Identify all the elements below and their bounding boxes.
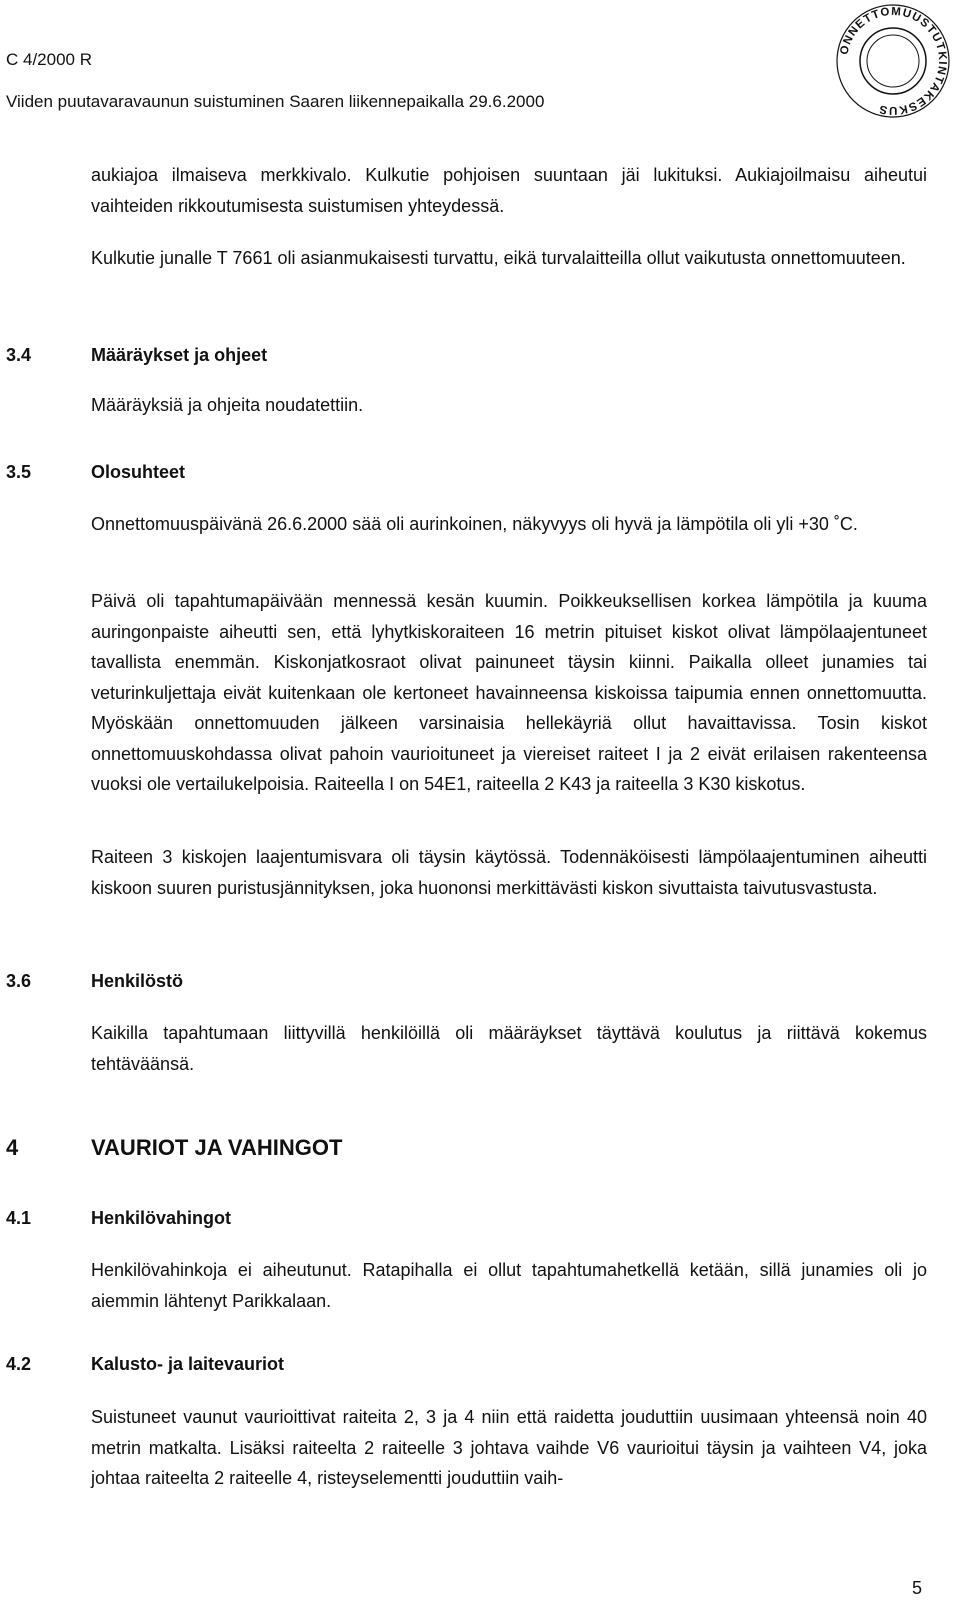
paragraph-signal-indicator: aukiajoa ilmaiseva merkkivalo. Kulkutie pohjoisen suuntaan jäi lukituksi. Aukiajoilmaisu aiheutui vaihteiden rikkoutumisesta suistumisen yhteydessä. [91,165,927,216]
chapter-number: 4 [6,1135,19,1160]
chapter-title: VAURIOT JA VAHINGOT [91,1135,343,1160]
section-number: 4.1 [6,1208,32,1228]
paragraph-heat-expansion: Päivä oli tapahtumapäivään mennessä kesän kuumin. Poikkeuksellisen korkea lämpötila ja kuuma auringonpaiste aiheutti sen, että lyhytkiskoraiteen 16 metrin pituiset kiskot olivat lämpölaajentuneet tavallista enemmän. Kiskonjatkosraot olivat painuneet täysin kiinni. Paikalla olleet junamies tai veturinkuljettaja eivät kuitenkaan ole kertoneet havainneensa kiskoissa taipumia ennen onnettomuutta. Myöskään onnettomuuden jälkeen varsinaisia hellekäyriä ollut havaittavissa. Tosin kiskot onnettomuuskohdassa olivat pahoin vaurioituneet ja viereiset raiteet I ja 2 eivät erilaisen rakenteensa vuoksi ole vertailukelpoisia. Raiteella I on 54E1, raiteella 2 K43 ja raiteella 3 K30 kiskotus. [91,591,927,794]
section-number: 3.4 [6,345,32,365]
page-number: 5 [912,1578,923,1598]
document-code: C 4/2000 R [6,50,92,69]
paragraph-equipment-damage: Suistuneet vaunut vaurioittivat raiteita 2, 3 ja 4 niin että raidetta jouduttiin uusimaan yhteensä noin 40 metrin matkalta. Lisäksi raiteelta 2 raiteelle 3 johtava vaihde V6 vaurioitui täysin ja vaihteen V4, joka johtaa raiteelta 2 raiteelle 4, risteyselementti jouduttiin vaih- [91,1407,927,1488]
section-title: Henkilöstö [91,971,184,991]
section-title: Kalusto- ja laitevauriot [91,1354,285,1374]
section-number: 3.5 [6,462,32,482]
paragraph-personnel: Kaikilla tapahtumaan liittyvillä henkilöillä oli määräykset täyttävä koulutus ja riittävä kokemus tehtäväänsä. [91,1023,927,1074]
svg-text:ONNETTOMUUSTUTKINTAKESKUS: ONNETTOMUUSTUTKINTAKESKUS [838,5,949,117]
paragraph-regulations: Määräyksiä ja ohjeita noudatettiin. [91,395,364,415]
paragraph-injuries: Henkilövahinkoja ei aiheutunut. Ratapihalla ei ollut tapahtumahetkellä ketään, sillä junamies oli jo aiemmin lähtenyt Parikkalaan. [91,1260,927,1311]
investigation-centre-seal-logo [834,2,952,120]
section-number: 4.2 [6,1354,32,1374]
paragraph-compression-stress: Raiteen 3 kiskojen laajentumisvara oli täysin käytössä. Todennäköisesti lämpölaajentuminen aiheutti kiskoon suuren puristusjännityksen, joka huononsi merkittävästi kiskon sivuttaista taivutusvastusta. [91,847,927,898]
section-title: Määräykset ja ohjeet [91,345,268,365]
document-title: Viiden puutavaravaunun suistuminen Saaren liikennepaikalla 29.6.2000 [6,92,545,111]
paragraph-route-secured: Kulkutie junalle T 7661 oli asianmukaisesti turvattu, eikä turvalaitteilla ollut vaikutusta onnettomuuteen. [91,248,906,268]
paragraph-weather: Onnettomuuspäivänä 26.6.2000 sää oli aurinkoinen, näkyvyys oli hyvä ja lämpötila oli yli +30 ˚C. [91,514,858,534]
section-number: 3.6 [6,971,32,991]
section-title: Henkilövahingot [91,1208,232,1228]
section-title: Olosuhteet [91,462,186,482]
